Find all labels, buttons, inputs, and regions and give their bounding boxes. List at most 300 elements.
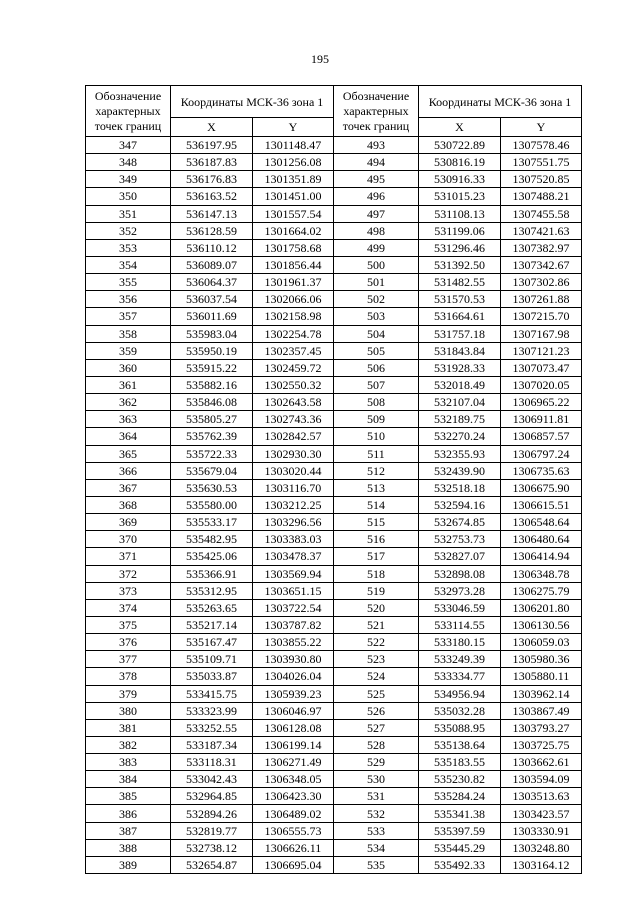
point-id-right: 533 xyxy=(334,822,419,839)
point-id-left: 364 xyxy=(86,428,171,445)
y-value-left: 1301451.00 xyxy=(253,188,334,205)
y-value-right: 1303725.75 xyxy=(501,736,582,753)
x-value-left: 532964.85 xyxy=(171,788,253,805)
table-row xyxy=(86,788,582,805)
x-value-left: 533042.43 xyxy=(171,771,253,788)
x-header-right: X xyxy=(419,118,501,137)
point-id-left: 384 xyxy=(86,771,171,788)
point-id-right: 530 xyxy=(334,771,419,788)
point-id-right: 504 xyxy=(334,325,419,342)
x-value-left: 536176.83 xyxy=(171,171,253,188)
y-value-left: 1306199.14 xyxy=(253,736,334,753)
x-value-right: 532674.85 xyxy=(419,514,501,531)
point-id-right: 523 xyxy=(334,651,419,668)
y-value-left: 1306046.97 xyxy=(253,702,334,719)
table-row xyxy=(86,839,582,856)
table-header xyxy=(86,86,582,137)
y-value-left: 1301256.08 xyxy=(253,154,334,171)
x-value-right: 535397.59 xyxy=(419,822,501,839)
y-value-left: 1301148.47 xyxy=(253,137,334,154)
y-value-left: 1303787.82 xyxy=(253,616,334,633)
x-value-left: 536197.95 xyxy=(171,137,253,154)
point-id-right: 513 xyxy=(334,479,419,496)
x-value-left: 536011.69 xyxy=(171,308,253,325)
point-id-right: 526 xyxy=(334,702,419,719)
x-value-right: 532107.04 xyxy=(419,394,501,411)
x-value-left: 533415.75 xyxy=(171,685,253,702)
y-value-right: 1306857.57 xyxy=(501,428,582,445)
x-value-left: 535482.95 xyxy=(171,531,253,548)
point-id-left: 361 xyxy=(86,376,171,393)
x-value-right: 535492.33 xyxy=(419,856,501,873)
point-id-right: 502 xyxy=(334,291,419,308)
y-value-right: 1307215.70 xyxy=(501,308,582,325)
point-id-right: 527 xyxy=(334,719,419,736)
table-row xyxy=(86,754,582,771)
point-id-right: 519 xyxy=(334,582,419,599)
point-id-right: 518 xyxy=(334,565,419,582)
point-id-left: 351 xyxy=(86,205,171,222)
table-row xyxy=(86,771,582,788)
point-id-right: 503 xyxy=(334,308,419,325)
y-value-left: 1302550.32 xyxy=(253,376,334,393)
x-value-right: 533249.39 xyxy=(419,651,501,668)
x-value-right: 531392.50 xyxy=(419,256,501,273)
table-row xyxy=(86,154,582,171)
y-value-right: 1306797.24 xyxy=(501,445,582,462)
table-row xyxy=(86,616,582,633)
point-id-right: 514 xyxy=(334,496,419,513)
point-id-right: 500 xyxy=(334,256,419,273)
table-row xyxy=(86,582,582,599)
y-value-left: 1302158.98 xyxy=(253,308,334,325)
x-value-right: 535341.38 xyxy=(419,805,501,822)
x-value-right: 530916.33 xyxy=(419,171,501,188)
y-value-right: 1306480.64 xyxy=(501,531,582,548)
point-id-left: 381 xyxy=(86,719,171,736)
x-value-right: 535183.55 xyxy=(419,754,501,771)
x-value-right: 532827.07 xyxy=(419,548,501,565)
table-row xyxy=(86,599,582,616)
x-value-left: 535630.53 xyxy=(171,479,253,496)
point-id-left: 352 xyxy=(86,222,171,239)
point-id-left: 366 xyxy=(86,462,171,479)
x-header-left: X xyxy=(171,118,253,137)
table-row xyxy=(86,376,582,393)
point-id-left: 386 xyxy=(86,805,171,822)
table-row xyxy=(86,428,582,445)
y-value-left: 1303020.44 xyxy=(253,462,334,479)
point-designation-header-right: Обозначение характерных точек границ xyxy=(334,86,419,137)
y-value-right: 1307073.47 xyxy=(501,359,582,376)
x-value-left: 536089.07 xyxy=(171,256,253,273)
y-value-left: 1302842.57 xyxy=(253,428,334,445)
point-id-right: 505 xyxy=(334,342,419,359)
y-value-left: 1303296.56 xyxy=(253,514,334,531)
x-value-right: 531570.53 xyxy=(419,291,501,308)
y-value-right: 1306548.64 xyxy=(501,514,582,531)
x-value-left: 535915.22 xyxy=(171,359,253,376)
point-id-right: 499 xyxy=(334,239,419,256)
x-value-left: 532894.26 xyxy=(171,805,253,822)
y-value-right: 1307342.67 xyxy=(501,256,582,273)
x-value-right: 535230.82 xyxy=(419,771,501,788)
point-id-left: 369 xyxy=(86,514,171,531)
table-row xyxy=(86,548,582,565)
y-value-left: 1303722.54 xyxy=(253,599,334,616)
y-value-right: 1306965.22 xyxy=(501,394,582,411)
y-value-left: 1306695.04 xyxy=(253,856,334,873)
x-value-right: 533114.55 xyxy=(419,616,501,633)
table-row xyxy=(86,256,582,273)
y-value-right: 1306414.94 xyxy=(501,548,582,565)
x-value-left: 535679.04 xyxy=(171,462,253,479)
y-value-right: 1307455.58 xyxy=(501,205,582,222)
y-value-right: 1303248.80 xyxy=(501,839,582,856)
coordinates-table xyxy=(85,85,582,874)
table-row xyxy=(86,205,582,222)
point-id-right: 496 xyxy=(334,188,419,205)
point-id-left: 358 xyxy=(86,325,171,342)
x-value-left: 536110.12 xyxy=(171,239,253,256)
x-value-right: 532439.90 xyxy=(419,462,501,479)
table-row xyxy=(86,531,582,548)
y-value-right: 1306130.56 xyxy=(501,616,582,633)
x-value-right: 531296.46 xyxy=(419,239,501,256)
x-value-right: 531757.18 xyxy=(419,325,501,342)
y-value-left: 1306489.02 xyxy=(253,805,334,822)
table-row xyxy=(86,565,582,582)
x-value-left: 532738.12 xyxy=(171,839,253,856)
point-id-left: 378 xyxy=(86,668,171,685)
point-id-right: 529 xyxy=(334,754,419,771)
x-value-right: 535088.95 xyxy=(419,719,501,736)
point-id-right: 511 xyxy=(334,445,419,462)
point-id-left: 385 xyxy=(86,788,171,805)
y-value-left: 1303855.22 xyxy=(253,634,334,651)
y-value-right: 1303164.12 xyxy=(501,856,582,873)
point-id-right: 515 xyxy=(334,514,419,531)
point-id-right: 522 xyxy=(334,634,419,651)
x-value-left: 535263.65 xyxy=(171,599,253,616)
table-row xyxy=(86,856,582,873)
x-value-right: 531015.23 xyxy=(419,188,501,205)
point-id-left: 383 xyxy=(86,754,171,771)
x-value-right: 531843.84 xyxy=(419,342,501,359)
x-value-left: 536187.83 xyxy=(171,154,253,171)
y-value-left: 1306348.05 xyxy=(253,771,334,788)
table-row xyxy=(86,342,582,359)
x-value-left: 533252.55 xyxy=(171,719,253,736)
table-row xyxy=(86,634,582,651)
table-row xyxy=(86,651,582,668)
y-header-right: Y xyxy=(501,118,582,137)
y-value-right: 1303662.61 xyxy=(501,754,582,771)
x-value-right: 535284.24 xyxy=(419,788,501,805)
x-value-right: 530816.19 xyxy=(419,154,501,171)
point-id-right: 532 xyxy=(334,805,419,822)
x-value-left: 536037.54 xyxy=(171,291,253,308)
x-value-left: 535167.47 xyxy=(171,634,253,651)
y-value-right: 1307421.63 xyxy=(501,222,582,239)
x-value-right: 532594.16 xyxy=(419,496,501,513)
x-value-right: 533180.15 xyxy=(419,634,501,651)
point-id-left: 377 xyxy=(86,651,171,668)
x-value-left: 535533.17 xyxy=(171,514,253,531)
table-row xyxy=(86,496,582,513)
x-value-left: 533187.34 xyxy=(171,736,253,753)
table-row xyxy=(86,668,582,685)
x-value-right: 532898.08 xyxy=(419,565,501,582)
point-id-left: 380 xyxy=(86,702,171,719)
x-value-left: 535950.19 xyxy=(171,342,253,359)
point-id-left: 376 xyxy=(86,634,171,651)
table-row xyxy=(86,137,582,154)
y-value-left: 1301557.54 xyxy=(253,205,334,222)
y-value-right: 1306201.80 xyxy=(501,599,582,616)
point-id-left: 389 xyxy=(86,856,171,873)
y-value-left: 1302743.36 xyxy=(253,411,334,428)
table-row xyxy=(86,479,582,496)
point-id-right: 520 xyxy=(334,599,419,616)
table-row xyxy=(86,222,582,239)
x-value-right: 532189.75 xyxy=(419,411,501,428)
x-value-right: 532270.24 xyxy=(419,428,501,445)
y-value-left: 1303651.15 xyxy=(253,582,334,599)
table-row xyxy=(86,359,582,376)
table-row xyxy=(86,805,582,822)
y-value-right: 1307382.97 xyxy=(501,239,582,256)
point-id-right: 493 xyxy=(334,137,419,154)
y-value-left: 1303383.03 xyxy=(253,531,334,548)
y-value-left: 1306626.11 xyxy=(253,839,334,856)
x-value-left: 536163.52 xyxy=(171,188,253,205)
x-value-right: 530722.89 xyxy=(419,137,501,154)
y-value-right: 1307020.05 xyxy=(501,376,582,393)
point-id-left: 348 xyxy=(86,154,171,171)
coordinates-header-left: Координаты МСК-36 зона 1 xyxy=(171,86,334,118)
point-id-right: 531 xyxy=(334,788,419,805)
y-value-right: 1307520.85 xyxy=(501,171,582,188)
y-value-left: 1301856.44 xyxy=(253,256,334,273)
y-value-right: 1303594.09 xyxy=(501,771,582,788)
x-value-right: 531482.55 xyxy=(419,274,501,291)
y-value-left: 1303930.80 xyxy=(253,651,334,668)
y-value-right: 1307578.46 xyxy=(501,137,582,154)
point-id-left: 372 xyxy=(86,565,171,582)
page-number: 195 xyxy=(311,52,329,66)
y-value-left: 1301758.68 xyxy=(253,239,334,256)
x-value-right: 531199.06 xyxy=(419,222,501,239)
table-row xyxy=(86,445,582,462)
point-id-right: 534 xyxy=(334,839,419,856)
x-value-left: 535983.04 xyxy=(171,325,253,342)
y-value-right: 1306348.78 xyxy=(501,565,582,582)
x-value-right: 531664.61 xyxy=(419,308,501,325)
table-row xyxy=(86,411,582,428)
y-value-right: 1306059.03 xyxy=(501,634,582,651)
x-value-left: 532819.77 xyxy=(171,822,253,839)
x-value-left: 535882.16 xyxy=(171,376,253,393)
y-value-right: 1303330.91 xyxy=(501,822,582,839)
point-id-right: 508 xyxy=(334,394,419,411)
x-value-right: 532018.49 xyxy=(419,376,501,393)
table-row xyxy=(86,514,582,531)
table-row xyxy=(86,822,582,839)
point-id-left: 360 xyxy=(86,359,171,376)
y-value-left: 1302459.72 xyxy=(253,359,334,376)
y-value-left: 1302066.06 xyxy=(253,291,334,308)
point-id-right: 525 xyxy=(334,685,419,702)
y-value-left: 1301961.37 xyxy=(253,274,334,291)
x-value-left: 536128.59 xyxy=(171,222,253,239)
y-value-right: 1303793.27 xyxy=(501,719,582,736)
x-value-right: 531928.33 xyxy=(419,359,501,376)
y-value-right: 1306275.79 xyxy=(501,582,582,599)
point-id-right: 498 xyxy=(334,222,419,239)
x-value-right: 533334.77 xyxy=(419,668,501,685)
y-value-left: 1304026.04 xyxy=(253,668,334,685)
point-id-right: 497 xyxy=(334,205,419,222)
point-id-right: 495 xyxy=(334,171,419,188)
y-value-right: 1307302.86 xyxy=(501,274,582,291)
x-value-left: 535366.91 xyxy=(171,565,253,582)
x-value-right: 532753.73 xyxy=(419,531,501,548)
x-value-left: 535762.39 xyxy=(171,428,253,445)
x-value-left: 535846.08 xyxy=(171,394,253,411)
point-designation-header-left: Обозначение характерных точек границ xyxy=(86,86,171,137)
x-value-right: 532518.18 xyxy=(419,479,501,496)
y-value-left: 1301664.02 xyxy=(253,222,334,239)
y-value-left: 1302254.78 xyxy=(253,325,334,342)
point-id-left: 382 xyxy=(86,736,171,753)
y-value-right: 1306911.81 xyxy=(501,411,582,428)
x-value-left: 533118.31 xyxy=(171,754,253,771)
x-value-left: 536147.13 xyxy=(171,205,253,222)
point-id-left: 388 xyxy=(86,839,171,856)
point-id-left: 373 xyxy=(86,582,171,599)
point-id-right: 516 xyxy=(334,531,419,548)
point-id-left: 370 xyxy=(86,531,171,548)
y-value-left: 1303478.37 xyxy=(253,548,334,565)
y-value-right: 1303962.14 xyxy=(501,685,582,702)
y-value-right: 1307167.98 xyxy=(501,325,582,342)
x-value-left: 535580.00 xyxy=(171,496,253,513)
point-id-left: 387 xyxy=(86,822,171,839)
table-row xyxy=(86,325,582,342)
x-value-right: 533046.59 xyxy=(419,599,501,616)
point-id-right: 506 xyxy=(334,359,419,376)
point-id-right: 512 xyxy=(334,462,419,479)
y-value-right: 1307261.88 xyxy=(501,291,582,308)
y-value-right: 1303867.49 xyxy=(501,702,582,719)
table-body xyxy=(86,137,582,874)
x-value-left: 535312.95 xyxy=(171,582,253,599)
y-value-left: 1302357.45 xyxy=(253,342,334,359)
y-value-right: 1305880.11 xyxy=(501,668,582,685)
table-row xyxy=(86,171,582,188)
point-id-right: 521 xyxy=(334,616,419,633)
x-value-left: 535425.06 xyxy=(171,548,253,565)
y-value-left: 1303569.94 xyxy=(253,565,334,582)
y-value-left: 1305939.23 xyxy=(253,685,334,702)
x-value-left: 535217.14 xyxy=(171,616,253,633)
y-value-right: 1306675.90 xyxy=(501,479,582,496)
y-value-left: 1302643.58 xyxy=(253,394,334,411)
table-row xyxy=(86,702,582,719)
x-value-left: 536064.37 xyxy=(171,274,253,291)
y-value-right: 1307121.23 xyxy=(501,342,582,359)
table-row xyxy=(86,274,582,291)
point-id-left: 379 xyxy=(86,685,171,702)
point-id-right: 501 xyxy=(334,274,419,291)
y-value-right: 1307551.75 xyxy=(501,154,582,171)
x-value-left: 535109.71 xyxy=(171,651,253,668)
point-id-right: 528 xyxy=(334,736,419,753)
coordinates-header-right: Координаты МСК-36 зона 1 xyxy=(419,86,582,118)
y-value-right: 1307488.21 xyxy=(501,188,582,205)
x-value-right: 531108.13 xyxy=(419,205,501,222)
y-value-right: 1306615.51 xyxy=(501,496,582,513)
point-id-left: 354 xyxy=(86,256,171,273)
y-value-right: 1303513.63 xyxy=(501,788,582,805)
point-id-right: 517 xyxy=(334,548,419,565)
y-value-right: 1305980.36 xyxy=(501,651,582,668)
point-id-right: 494 xyxy=(334,154,419,171)
table-row xyxy=(86,736,582,753)
table-row xyxy=(86,719,582,736)
point-id-left: 347 xyxy=(86,137,171,154)
point-id-left: 362 xyxy=(86,394,171,411)
y-value-left: 1306128.08 xyxy=(253,719,334,736)
table-row xyxy=(86,462,582,479)
point-id-left: 356 xyxy=(86,291,171,308)
point-id-right: 510 xyxy=(334,428,419,445)
point-id-left: 374 xyxy=(86,599,171,616)
table-row xyxy=(86,394,582,411)
x-value-left: 535805.27 xyxy=(171,411,253,428)
y-value-right: 1303423.57 xyxy=(501,805,582,822)
x-value-left: 533323.99 xyxy=(171,702,253,719)
point-id-left: 353 xyxy=(86,239,171,256)
point-id-right: 509 xyxy=(334,411,419,428)
point-id-left: 368 xyxy=(86,496,171,513)
table-row xyxy=(86,239,582,256)
point-id-left: 355 xyxy=(86,274,171,291)
y-value-left: 1302930.30 xyxy=(253,445,334,462)
x-value-left: 532654.87 xyxy=(171,856,253,873)
x-value-right: 535138.64 xyxy=(419,736,501,753)
x-value-right: 534956.94 xyxy=(419,685,501,702)
point-id-right: 507 xyxy=(334,376,419,393)
y-value-left: 1303116.70 xyxy=(253,479,334,496)
table-row xyxy=(86,308,582,325)
point-id-left: 357 xyxy=(86,308,171,325)
y-value-left: 1306271.49 xyxy=(253,754,334,771)
point-id-left: 365 xyxy=(86,445,171,462)
x-value-right: 535445.29 xyxy=(419,839,501,856)
table-row xyxy=(86,291,582,308)
point-id-left: 371 xyxy=(86,548,171,565)
x-value-left: 535722.33 xyxy=(171,445,253,462)
y-value-right: 1306735.63 xyxy=(501,462,582,479)
point-id-left: 375 xyxy=(86,616,171,633)
point-id-left: 363 xyxy=(86,411,171,428)
point-id-right: 535 xyxy=(334,856,419,873)
x-value-right: 532973.28 xyxy=(419,582,501,599)
x-value-right: 532355.93 xyxy=(419,445,501,462)
y-header-left: Y xyxy=(253,118,334,137)
